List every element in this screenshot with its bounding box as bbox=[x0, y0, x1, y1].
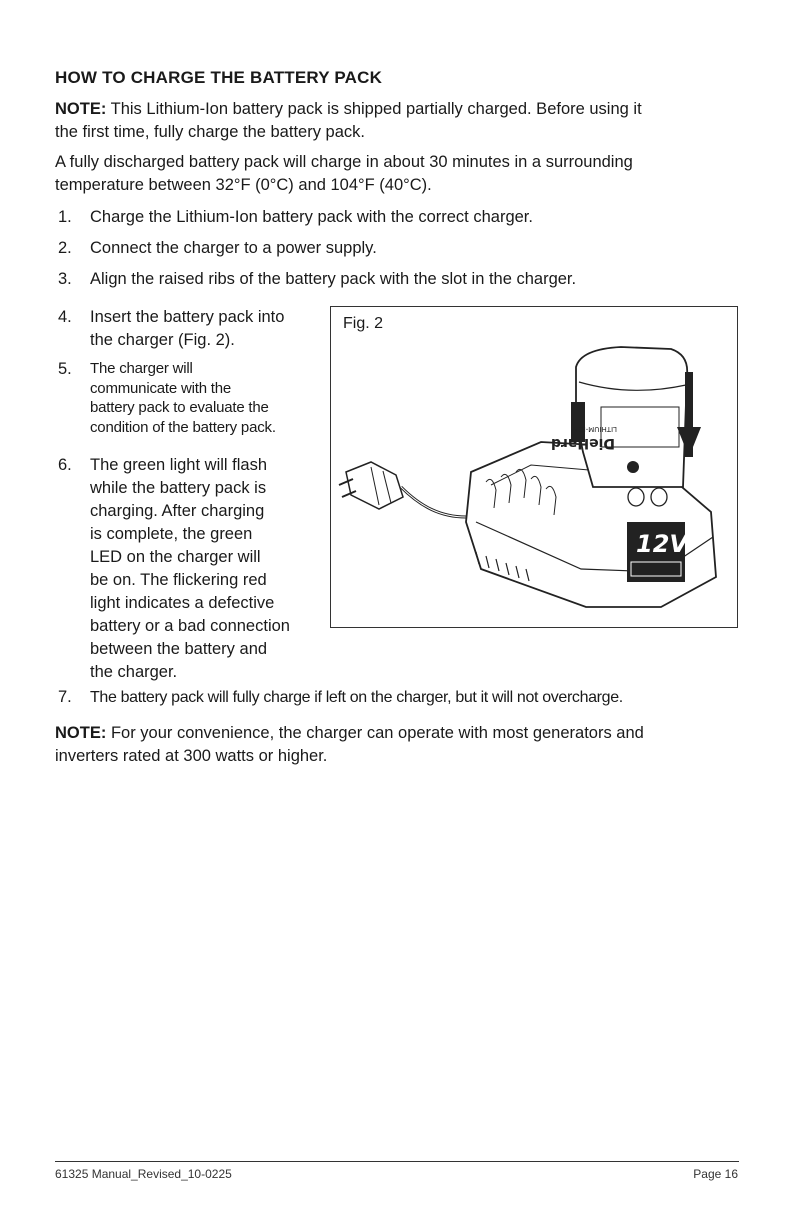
figure-2 bbox=[330, 306, 738, 628]
note-2-label: NOTE: bbox=[55, 724, 107, 742]
step-4-line-1: Insert the battery pack into bbox=[90, 308, 285, 326]
plug-icon bbox=[339, 462, 403, 509]
note-2-line-1: For your convenience, the charger can operate with most generators and bbox=[110, 724, 644, 742]
step-4-number: 4. bbox=[58, 308, 72, 326]
step-5-number: 5. bbox=[58, 360, 72, 378]
intro-line-2: temperature between 32°F (0°C) and 104°F (40°C). bbox=[55, 176, 432, 194]
step-2-text: Connect the charger to a power supply. bbox=[90, 239, 377, 257]
step-7-number: 7. bbox=[58, 688, 72, 706]
step-7-text: The battery pack will fully charge if left on the charger, but it will not overcharge. bbox=[90, 689, 623, 706]
note-1-label: NOTE: bbox=[55, 100, 107, 118]
step-6-line-7: light indicates a defective bbox=[90, 594, 275, 612]
step-6-line-5: LED on the charger will bbox=[90, 548, 261, 566]
note-1-line-2: the first time, fully charge the battery pack. bbox=[55, 123, 365, 141]
step-4-line-2: the charger (Fig. 2). bbox=[90, 331, 235, 349]
step-4-text bbox=[90, 306, 330, 352]
battery-brand-text: DieHard bbox=[550, 435, 615, 451]
step-6-line-4: is complete, the green bbox=[90, 525, 253, 543]
step-1-number: 1. bbox=[58, 208, 72, 226]
step-6-line-8: battery or a bad connection bbox=[90, 617, 290, 635]
step-5-text bbox=[90, 359, 330, 437]
note-2 bbox=[55, 722, 745, 768]
footer-rule bbox=[55, 1161, 739, 1162]
figure-caption: Fig. 2 bbox=[343, 315, 384, 332]
step-6-line-6: be on. The flickering red bbox=[90, 571, 267, 589]
step-1-text: Charge the Lithium-Ion battery pack with the correct charger. bbox=[90, 208, 533, 226]
step-6-line-2: while the battery pack is bbox=[90, 479, 267, 497]
battery-type-text: LITHIUM-ION bbox=[572, 425, 617, 433]
charger-voltage-label: 12V bbox=[636, 530, 688, 558]
green-led-icon bbox=[628, 488, 644, 506]
charger-illustration bbox=[331, 307, 736, 626]
intro-line-1: A fully discharged battery pack will charge in about 30 minutes in a surrounding bbox=[55, 153, 633, 171]
section-heading: HOW TO CHARGE THE BATTERY PACK bbox=[55, 68, 383, 87]
red-led-icon bbox=[651, 488, 667, 506]
note-1-line-1: This Lithium-Ion battery pack is shipped partially charged. Before using it bbox=[110, 100, 642, 118]
note-1 bbox=[55, 98, 745, 144]
step-6-line-10: the charger. bbox=[90, 663, 178, 681]
step-2-number: 2. bbox=[58, 239, 72, 257]
intro-paragraph bbox=[55, 151, 745, 197]
footer-document-id: 61325 Manual_Revised_10-0225 bbox=[55, 1167, 232, 1181]
step-6-line-9: between the battery and bbox=[90, 640, 268, 658]
step-6-text bbox=[90, 454, 330, 684]
step-5-line-3: battery pack to evaluate the bbox=[90, 399, 269, 416]
step-5-line-1: The charger will bbox=[90, 360, 193, 377]
step-6-line-1: The green light will flash bbox=[90, 456, 268, 474]
step-6-line-3: charging. After charging bbox=[90, 502, 265, 520]
step-6-number: 6. bbox=[58, 456, 72, 474]
step-3-text: Align the raised ribs of the battery pack with the slot in the charger. bbox=[90, 270, 577, 288]
footer-page-number: Page 16 bbox=[693, 1167, 738, 1181]
step-5-line-4: condition of the battery pack. bbox=[90, 418, 276, 436]
step-5-line-2: communicate with the bbox=[90, 379, 232, 397]
step-3-number: 3. bbox=[58, 270, 72, 288]
note-2-line-2: inverters rated at 300 watts or higher. bbox=[55, 747, 328, 765]
